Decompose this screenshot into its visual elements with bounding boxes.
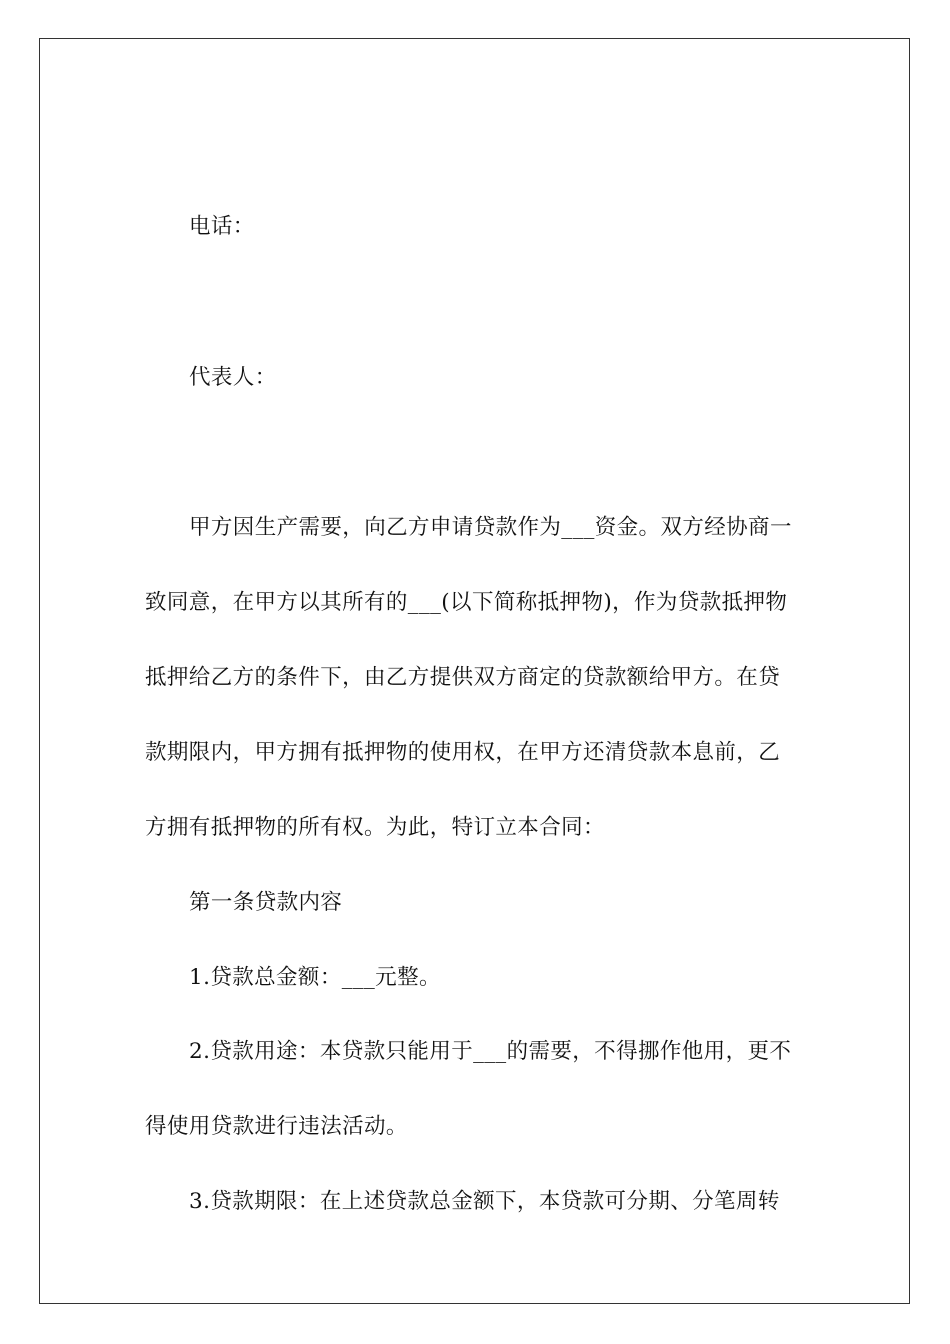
preamble-line-4: 款期限内，甲方拥有抵押物的使用权，在甲方还清贷款本息前，乙 xyxy=(145,740,781,765)
representative-label: 代表人： xyxy=(189,365,277,390)
item-3-loan-term: 3.贷款期限：在上述贷款总金额下，本贷款可分期、分笔周转 xyxy=(189,1189,780,1214)
preamble-line-5: 方拥有抵押物的所有权。为此，特订立本合同： xyxy=(145,815,605,840)
preamble-line-2: 致同意，在甲方以其所有的___(以下简称抵押物)，作为贷款抵押物 xyxy=(145,590,788,615)
preamble-line-3: 抵押给乙方的条件下，由乙方提供双方商定的贷款额给甲方。在贷 xyxy=(145,665,781,690)
item-2-line-2: 得使用贷款进行违法活动。 xyxy=(145,1114,408,1139)
item-1-total-amount: 1.贷款总金额：___元整。 xyxy=(189,965,441,990)
phone-label: 电话： xyxy=(189,214,255,239)
article-1-title: 第一条贷款内容 xyxy=(189,890,343,915)
preamble-line-1: 甲方因生产需要，向乙方申请贷款作为___资金。双方经协商一 xyxy=(189,515,792,540)
item-2-line-1: 2.贷款用途：本贷款只能用于___的需要，不得挪作他用，更不 xyxy=(189,1039,792,1064)
